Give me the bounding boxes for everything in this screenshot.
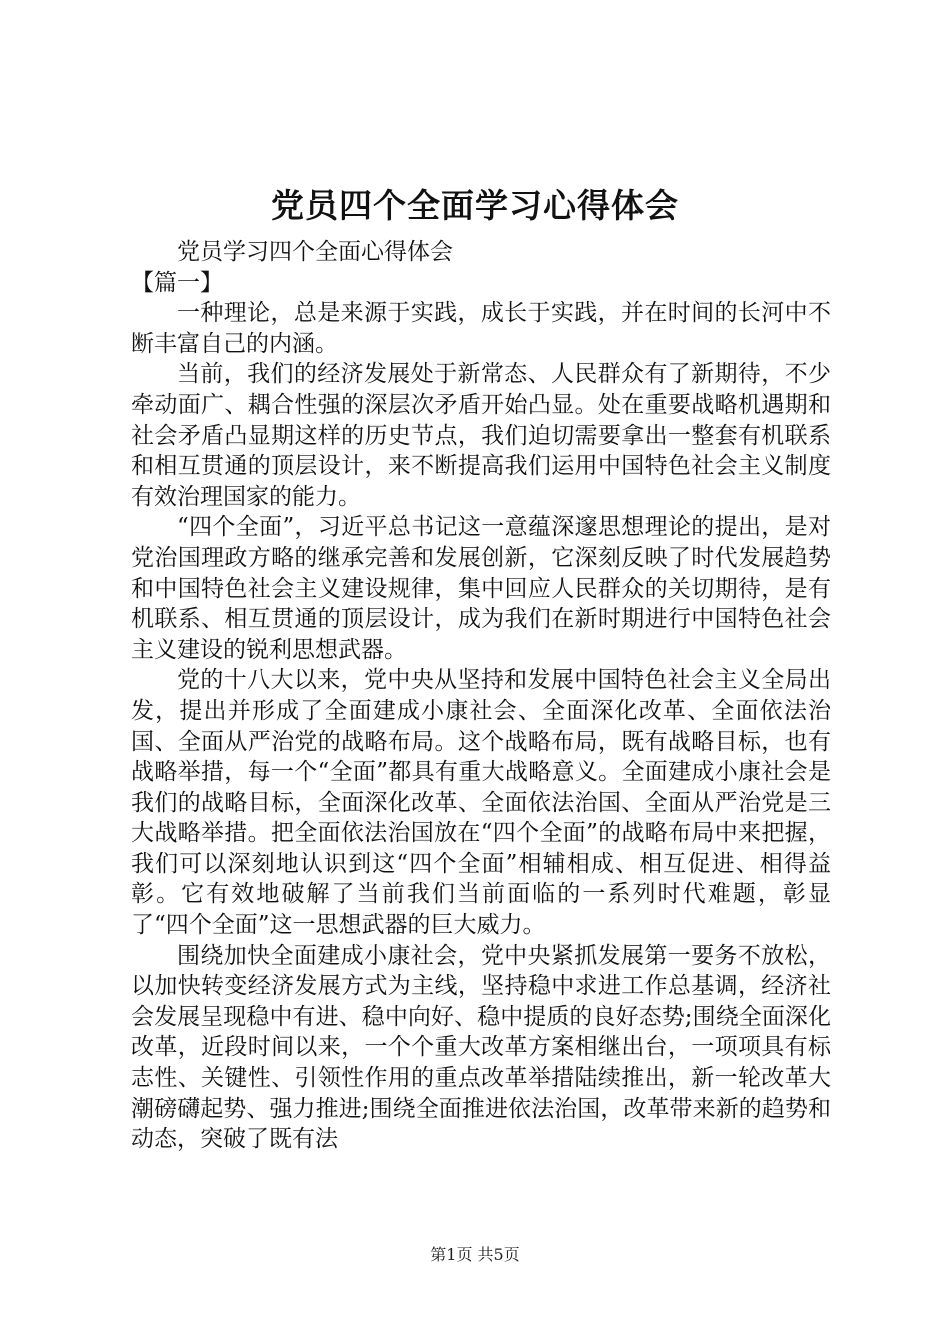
body-paragraph: 围绕加快全面建成小康社会，党中央紧抓发展第一要务不放松，以加快转变经济发展方式为主线，坚持稳中求进工作总基调，经济社会发展呈现稳中有进、稳中向好、稳中提质的良好态势;围绕全面深化改革，近段时间以来，一个个重大改革方案相继出台，一项项具有标志性、关键性、引领性作用的重点改革举措陆续推出，新一轮改革大潮磅礴起势、强力推进;围绕全面推进依法治国，改革带来新的趋势和动态，突破了既有法 — [131, 942, 831, 1153]
body-paragraph: 当前，我们的经济发展处于新常态、人民群众有了新期待，不少牵动面广、耦合性强的深层次矛盾开始凸显。处在重要战略机遇期和社会矛盾凸显期这样的历史节点，我们迫切需要拿出一整套有机联系和相互贯通的顶层设计，来不断提高我们运用中国特色社会主义制度有效治理国家的能力。 — [131, 361, 831, 510]
body-paragraph: 一种理论，总是来源于实践，成长于实践，并在时间的长河中不断丰富自己的内涵。 — [131, 300, 831, 357]
body-paragraph: 党的十八大以来，党中央从坚持和发展中国特色社会主义全局出发，提出并形成了全面建成小康社会、全面深化改革、全面依法治国、全面从严治党的战略布局。这个战略布局，既有战略目标，也有战略举措，每一个“全面”都具有重大战略意义。全面建成小康社会是我们的战略目标，全面深化改革、全面依法治国、全面从严治党是三大战略举措。把全面依法治国放在“四个全面”的战略布局中来把握，我们可以深刻地认识到这“四个全面”相辅相成、相互促进、相得益彰。它有效地破解了当前我们当前面临的一系列时代难题，彰显了“四个全面”这一思想武器的巨大威力。 — [131, 667, 831, 939]
page-number-footer: 第1页 共5页 — [430, 1245, 520, 1264]
document-subtitle: 党员学习四个全面心得体会 — [177, 239, 453, 265]
section-heading: 【篇一】 — [131, 269, 223, 296]
body-paragraph: “四个全面”，习近平总书记这一意蕴深邃思想理论的提出，是对党治国理政方略的继承完善和发展创新，它深刻反映了时代发展趋势和中国特色社会主义建设规律，集中回应人民群众的关切期待，是有机联系、相互贯通的顶层设计，成为我们在新时期进行中国特色社会主义建设的锐利思想武器。 — [131, 514, 831, 663]
document-title: 党员四个全面学习心得体会 — [271, 186, 679, 225]
document-body — [131, 237, 831, 1155]
